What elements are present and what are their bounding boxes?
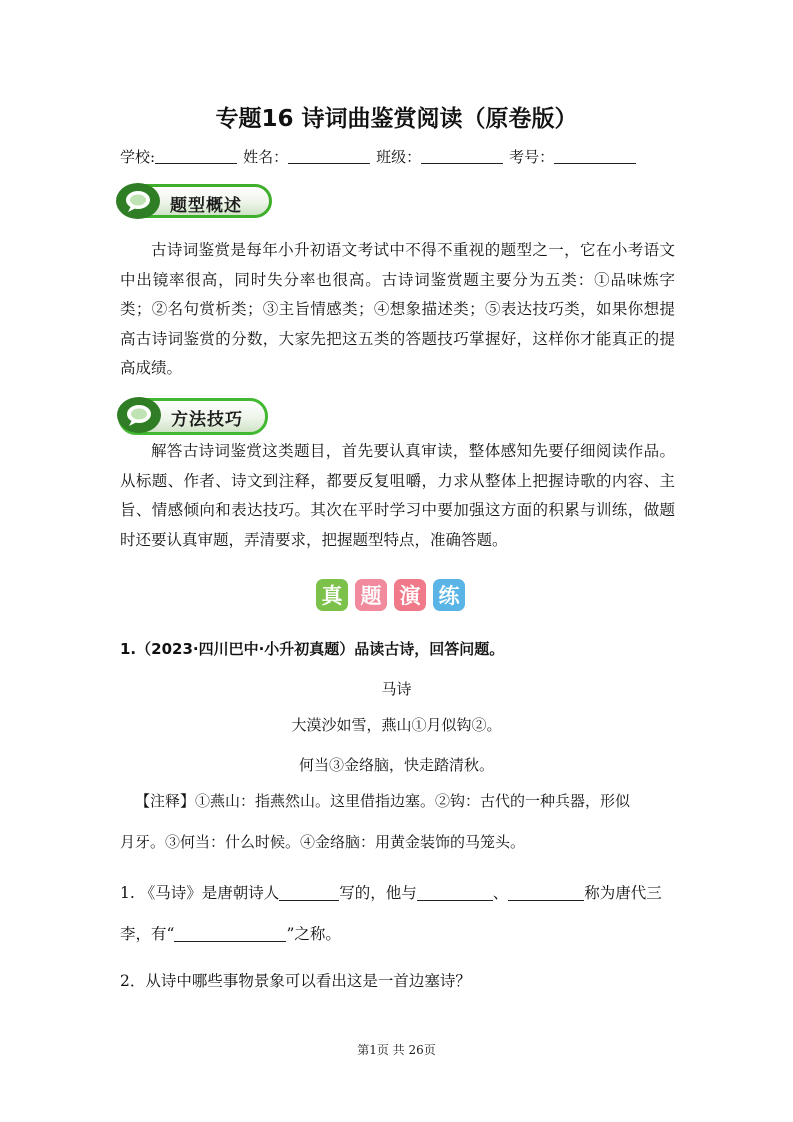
note-line-2: 月牙。③何当：什么时候。④金络脑：用黄金装饰的马笼头。 <box>120 833 526 851</box>
page-title: 专题16 诗词曲鉴赏阅读（原卷版） <box>215 106 578 132</box>
exam-no-blank[interactable] <box>554 149 636 164</box>
poem-line-1: 大漠沙如雪，燕山①月似钩②。 <box>291 716 502 734</box>
answer-blank-li-1[interactable] <box>417 884 493 901</box>
answer-blank-li-2[interactable] <box>508 884 584 901</box>
chat-bubble-icon <box>116 183 160 219</box>
poem-title: 马诗 <box>381 680 412 698</box>
school-blank[interactable] <box>155 149 237 164</box>
exam-no-label: 考号： <box>509 148 555 166</box>
poem-notes <box>120 781 675 863</box>
method-badge <box>118 398 268 435</box>
practice-banner <box>316 579 465 611</box>
method-label: 方法技巧 <box>171 410 243 430</box>
method-paragraph: 解答古诗词鉴赏这类题目，首先要认真审读，整体感知先要仔细阅读作品。从标题、作者、诗文到注释，都要反复咀嚼，力求从整体上把握诗歌的内容、主旨、情感倾向和表达技巧。其次在平时学习中要加强这方面的积累与训练，做题时还要认真审题，弄清要求，把握题型特点，准确答题。 <box>120 442 675 549</box>
answer-blank-title[interactable] <box>174 925 286 942</box>
banner-char-3: 演 <box>394 579 426 611</box>
sub-question-1: 1. 《马诗》是唐朝诗人 写的，他与 、 称为唐代三 李，有“ ”之称。 <box>120 884 662 943</box>
page-footer: 第1页 共 26页 <box>357 1043 436 1057</box>
chat-bubble-icon <box>117 397 161 433</box>
name-label: 姓名： <box>243 148 289 166</box>
school-label: 学校: <box>120 148 156 166</box>
answer-blank-poet[interactable] <box>279 884 339 901</box>
banner-char-1: 真 <box>316 579 348 611</box>
overview-label: 题型概述 <box>170 196 242 216</box>
class-blank[interactable] <box>421 149 503 164</box>
overview-paragraph: 古诗词鉴赏是每年小升初语文考试中不得不重视的题型之一，它在小考语文中出镜率很高，同时失分率也很高。古诗词鉴赏题主要分为五类：①品味炼字类；②名句赏析类；③主旨情感类；④想象描述类；⑤表达技巧类，如果你想提高古诗词鉴赏的分数，大家先把这五类的答题技巧掌握好，这样你才能真正的提高成绩。 <box>120 241 675 377</box>
sub-question-2: 2．从诗中哪些事物景象可以看出这是一首边塞诗？ <box>120 972 471 990</box>
name-blank[interactable] <box>288 149 370 164</box>
class-label: 班级： <box>376 148 422 166</box>
student-info-line <box>120 146 642 167</box>
note-line-1: 【注释】①燕山：指燕然山。这里借指边塞。②钩：古代的一种兵器，形似 <box>135 792 631 810</box>
banner-char-4: 练 <box>433 579 465 611</box>
banner-char-2: 题 <box>355 579 387 611</box>
overview-badge <box>117 184 272 218</box>
poem-line-2: 何当③金络脑，快走踏清秋。 <box>298 756 494 774</box>
question-1-heading: 1.（2023·四川巴中·小升初真题）品读古诗，回答问题。 <box>120 640 505 658</box>
